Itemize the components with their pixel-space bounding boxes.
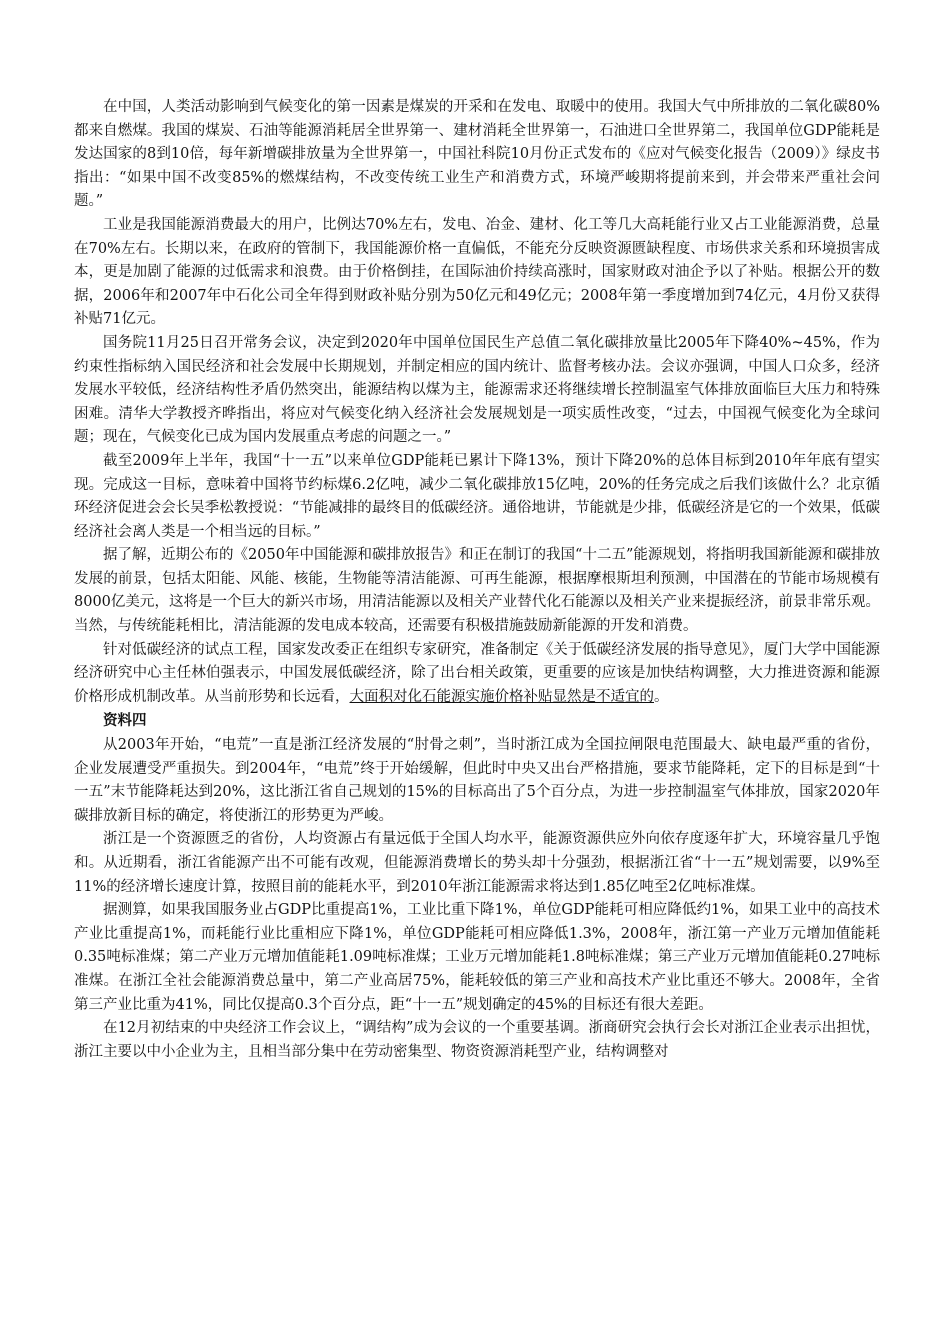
paragraph-7: 从2003年开始，“电荒”一直是浙江经济发展的“肘骨之刺”，当时浙江成为全国拉闸限电范围最大、缺电最严重的省份，企业发展遭受严重损失。到2004年，“电荒”终于开始缓解，但此时中央又出台严格措施，要求节能降耗，定下的目标是到“十一五”末节能降耗达到20%，这比浙江省自己规划的15%的目标高出了5个百分点，为进一步控制温室气体排放，国家2020年碳排放新目标的确定，将使浙江的形势更为严峻。	[74, 737, 880, 824]
paragraph-2: 工业是我国能源消费最大的用户，比例达70%左右，发电、冶金、建材、化工等几大高耗能行业又占工业能源消费，总量在70%左右。长期以来，在政府的管制下，我国能源价格一直偏低，不能充分反映资源匮缺程度、市场供求关系和环境损害成本，更是加剧了能源的过低需求和浪费。由于价格倒挂，在国际油价持续高涨时，国家财政对油企予以了补贴。根据公开的数据，2006年和2007年中石化公司全年得到财政补贴分别为50亿元和49亿元；2008年第一季度增加到74亿元，4月份又获得补贴71亿元。	[74, 216, 880, 328]
paragraph-8: 浙江是一个资源匮乏的省份，人均资源占有量远低于全国人均水平，能源资源供应外向依存度逐年扩大，环境容量几乎饱和。从近期看，浙江省能源产出不可能有改观，但能源消费增长的势头却十分强劲，根据浙江省“十一五”规划需要，以9%至11%的经济增长速度计算，按照目前的能耗水平，到2010年浙江能源需求将达到1.85亿吨至2亿吨标准煤。	[74, 831, 880, 895]
paragraph-6-text: 针对低碳经济的试点工程，国家发改委正在组织专家研究，准备制定《关于低碳经济发展的指导意见》，厦门大学中国能源经济研究中心主任林伯强表示，中国发展低碳经济，除了出台相关政策，更重要的应该是加快结构调整，大力推进资源和能源价格形成机制改革。从当前形势和长远看，	[74, 641, 880, 705]
paragraph-10: 在12月初结束的中央经济工作会议上，“调结构”成为会议的一个重要基调。浙商研究会执行会长对浙江企业表示出担忧，浙江主要以中小企业为主，且相当部分集中在劳动密集型、物资资源消耗型产业，结构调整对	[74, 1020, 880, 1060]
paragraph-9: 据测算，如果我国服务业占GDP比重提高1%，工业比重下降1%，单位GDP能耗可相应降低约1%，如果工业中的高技术产业比重提高1%，而耗能行业比重相应下降1%，单位GDP能耗可相应降低1.3%，2008年，浙江第一产业万元增加值能耗0.35吨标准煤；第二产业万元增加值能耗1.09吨标准煤；工业万元增加能耗1.8吨标准煤；第三产业万元增加值能耗0.27吨标准煤。在浙江全社会能源消费总量中，第二产业高居75%，能耗较低的第三产业和高技术产业比重还不够大。2008年，全省第三产业比重为41%，同比仅提高0.3个百分点，距“十一五”规划确定的45%的目标还有很大差距。	[74, 902, 880, 1013]
underlined-sentence: 大面积对化石能源实施价格补贴显然是不适宜的	[349, 688, 654, 705]
paragraph-3: 国务院11月25日召开常务会议，决定到2020年中国单位国民生产总值二氧化碳排放量比2005年下降40%~45%，作为约束性指标纳入国民经济和社会发展中长期规划，并制定相应的国内统计、监督考核办法。会议亦强调，中国人口众多，经济发展水平较低，经济结构性矛盾仍然突出，能源结构以煤为主，能源需求还将继续增长控制温室气体排放面临巨大压力和特殊困难。清华大学教授齐晔指出，将应对气候变化纳入经济社会发展规划是一项实质性改变，“过去，中国视气候变化为全球问题；现在，气候变化已成为国内发展重点考虑的问题之一。”	[74, 334, 880, 446]
paragraph-6-end: 。	[654, 688, 669, 705]
paragraph-4: 截至2009年上半年，我国“十一五”以来单位GDP能耗已累计下降13%，预计下降20%的总体目标到2010年年底有望实现。完成这一目标，意味着中国将节约标煤6.2亿吨，减少二氧化碳排放15亿吨，20%的任务完成之后我们该做什么？北京循环经济促进会会长吴季松教授说：“节能减排的最终目的低碳经济。通俗地讲，节能就是少排，低碳经济是它的一个效果，低碳经济社会离人类是一个相当远的目标。”	[74, 452, 881, 540]
section-heading: 资料四	[103, 713, 147, 730]
paragraph-1: 在中国，人类活动影响到气候变化的第一因素是煤炭的开采和在发电、取暖中的使用。我国大气中所排放的二氧化碳80%都来自燃煤。我国的煤炭、石油等能源消耗居全世界第一、建材消耗全世界第一，石油进口全世界第二，我国单位GDP能耗是发达国家的8到10倍，每年新增碳排放量为全世界第一，中国社科院10月份正式发布的《应对气候变化报告（2009）》绿皮书指出：“如果中国不改变85%的燃煤结构，不改变传统工业生产和消费方式，环境严峻期将提前来到，并会带来严重社会问题。”	[74, 99, 880, 210]
paragraph-6	[74, 639, 880, 710]
paragraph-5: 据了解，近期公布的《2050年中国能源和碳排放报告》和正在制订的我国“十二五”能源规划，将指明我国新能源和碳排放发展的前景，包括太阳能、风能、核能，生物能等清洁能源、可再生能源，根据摩根斯坦利预测，中国潜在的节能市场规模有8000亿美元，这将是一个巨大的新兴市场，用清洁能源以及相关产业替代化石能源以及相关产业来提振经济，前景非常乐观。当然，与传统能耗相比，清洁能源的发电成本较高，还需要有积极措施鼓励新能源的开发和消费。	[74, 547, 880, 635]
document-body	[74, 96, 880, 1064]
